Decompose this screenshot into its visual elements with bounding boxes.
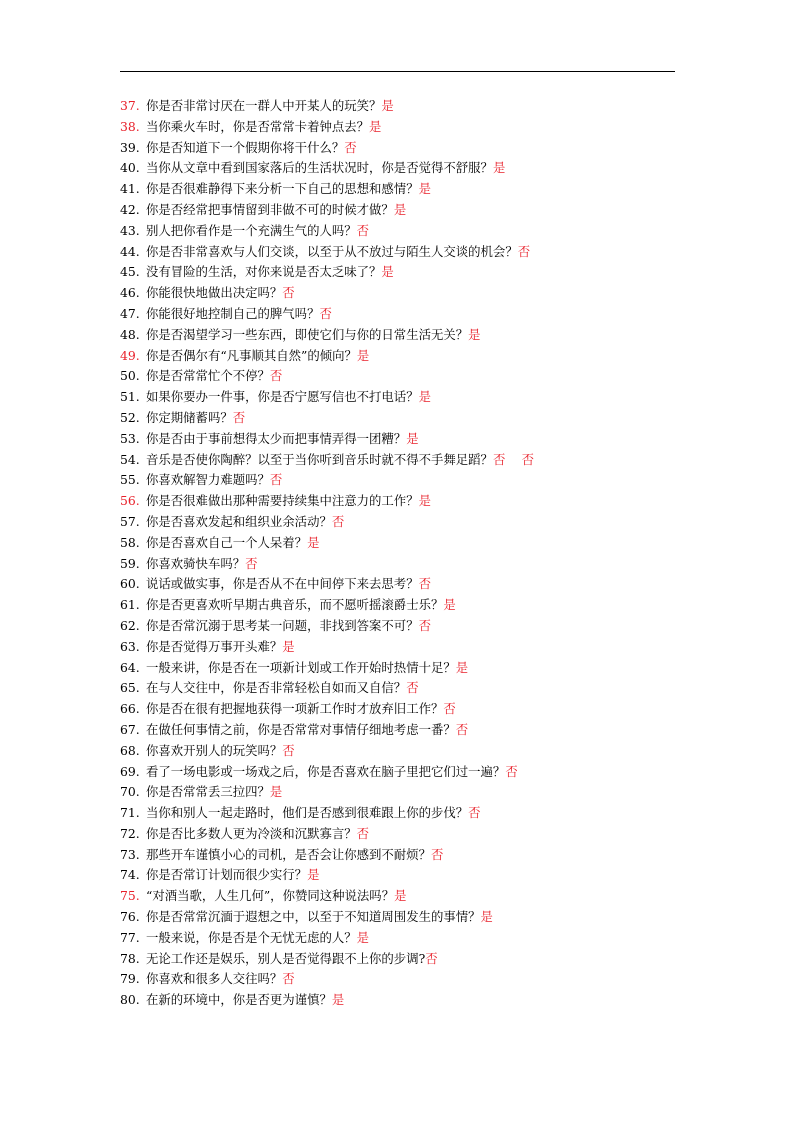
answer-text: 否 — [425, 950, 438, 966]
question-item — [120, 574, 720, 595]
question-number: 54. — [120, 451, 140, 467]
question-text: 当你和别人一起走路时，他们是否感到很难跟上你的步伐？ — [146, 805, 469, 821]
question-number: 43. — [120, 222, 140, 238]
answer-text: 否 — [443, 701, 456, 717]
answer-text: 否 — [430, 846, 444, 862]
question-item — [120, 845, 720, 866]
question-text: 在与人交往中，你是否非常轻松自如而又自信？ — [146, 680, 407, 696]
answer-text: 否 — [455, 721, 469, 737]
question-text: 你喜欢和很多人交往吗？ — [146, 971, 283, 987]
question-item — [120, 990, 720, 1011]
question-number: 66. — [120, 701, 140, 717]
question-text: 你是否非常喜欢与人们交谈，以至于从不放过与陌生人交谈的机会？ — [146, 243, 518, 259]
question-item — [120, 658, 720, 679]
question-number: 46. — [120, 285, 140, 301]
question-text: 你喜欢开别人的玩笑吗？ — [146, 742, 283, 758]
question-text: 当你从文章中看到国家落后的生活状况时，你是否觉得不舒服？ — [146, 160, 493, 176]
question-text: 你喜欢骑快车吗？ — [146, 555, 246, 571]
question-item — [120, 242, 720, 263]
question-item — [120, 699, 720, 720]
question-number: 73. — [120, 846, 140, 862]
question-number: 78. — [120, 950, 140, 966]
question-number: 61. — [120, 597, 140, 613]
answer-text: 是 — [418, 493, 431, 509]
question-number: 45. — [120, 264, 140, 280]
question-number: 37. — [120, 98, 140, 113]
question-number: 39. — [120, 139, 140, 155]
question-number: 68. — [120, 742, 140, 758]
question-text: 别人把你看作是一个充满生气的人吗？ — [146, 222, 357, 238]
question-item — [120, 678, 720, 699]
question-item — [120, 366, 720, 387]
question-text: 你是否常常沉湎于遐想之中，以至于不知道周围发生的事情？ — [146, 909, 481, 925]
answer-text: 是 — [418, 181, 431, 197]
answer-text: 否 — [517, 243, 531, 259]
answer-text: 是 — [381, 98, 394, 113]
question-item — [120, 865, 720, 886]
answer-text: 否 否 — [492, 451, 535, 467]
question-item — [120, 637, 720, 658]
answer-text: 否 — [282, 971, 295, 987]
question-item — [120, 616, 720, 637]
question-number: 60. — [120, 576, 140, 592]
question-text: 你是否非常讨厌在一群人中开某人的玩笑？ — [146, 98, 382, 113]
question-text: 如果你要办一件事，你是否宁愿写信也不打电话？ — [146, 389, 419, 405]
question-text: 你能很快地做出决定吗？ — [146, 285, 283, 301]
answer-text: 是 — [369, 118, 382, 134]
answer-text: 是 — [356, 929, 370, 945]
question-number: 42. — [120, 201, 140, 217]
question-number: 70. — [120, 784, 140, 800]
question-text: 你能很好地控制自己的脾气吗？ — [146, 305, 320, 321]
question-number: 48. — [120, 326, 140, 342]
question-item — [120, 720, 720, 741]
question-item — [120, 304, 720, 325]
answer-text: 否 — [418, 576, 431, 592]
question-item — [120, 533, 720, 554]
question-number: 51. — [120, 389, 140, 405]
question-number: 38. — [120, 118, 140, 134]
question-number: 76. — [120, 909, 140, 925]
question-item — [120, 595, 720, 616]
question-text: 没有冒险的生活，对你来说是否太乏味了？ — [146, 264, 382, 280]
question-text: 当你乘火车时，你是否常常卡着钟点去？ — [146, 118, 370, 134]
question-text: 你是否常常丢三拉四？ — [146, 784, 270, 800]
question-text: 一般来讲，你是否在一项新计划或工作开始时热情十足？ — [146, 659, 456, 675]
question-text: 你定期储蓄吗？ — [146, 409, 233, 425]
answer-text: 是 — [394, 888, 407, 904]
question-item — [120, 408, 720, 429]
question-number: 62. — [120, 617, 140, 633]
answer-text: 是 — [406, 430, 419, 446]
question-item — [120, 346, 720, 367]
question-text: 你是否比多数人更为冷淡和沉默寡言？ — [146, 825, 357, 841]
question-number: 69. — [120, 763, 140, 779]
question-text: 说话或做实事，你是否从不在中间停下来去思考？ — [146, 576, 419, 592]
question-number: 72. — [120, 825, 140, 841]
answer-text: 否 — [282, 285, 295, 301]
question-item — [120, 262, 720, 283]
answer-text: 是 — [331, 992, 345, 1008]
question-number: 58. — [120, 534, 140, 550]
question-text: “对酒当歌，人生几何”，你赞同这种说法吗？ — [146, 888, 395, 904]
question-item — [120, 762, 720, 783]
answer-text: 是 — [492, 160, 506, 176]
answer-text: 否 — [406, 680, 419, 696]
question-item — [120, 179, 720, 200]
question-item — [120, 886, 720, 907]
answer-text: 是 — [307, 867, 320, 883]
question-text: 你是否很难静得下来分析一下自己的思想和感情？ — [146, 181, 419, 197]
question-text: 你是否喜欢自己一个人呆着？ — [146, 534, 308, 550]
question-number: 47. — [120, 305, 140, 321]
question-text: 你是否渴望学习一些东西，即使它们与你的日常生活无关？ — [146, 326, 469, 342]
answer-text: 否 — [468, 805, 481, 821]
answer-text: 否 — [505, 763, 518, 779]
question-item — [120, 928, 720, 949]
answer-text: 否 — [245, 555, 258, 571]
question-text: 你是否常沉溺于思考某一问题，非找到答案不可？ — [146, 617, 419, 633]
question-item — [120, 200, 720, 221]
question-item — [120, 138, 720, 159]
question-number: 80. — [120, 992, 140, 1008]
question-item — [120, 96, 720, 117]
question-number: 63. — [120, 638, 140, 654]
answer-text: 是 — [393, 201, 407, 217]
answer-text: 是 — [443, 597, 456, 613]
answer-text: 是 — [468, 326, 481, 342]
question-list — [120, 96, 720, 1011]
question-text: 那些开车谨慎小心的司机，是否会让你感到不耐烦？ — [146, 846, 431, 862]
question-text: 在做任何事情之前，你是否常常对事情仔细地考虑一番？ — [146, 721, 456, 737]
question-item — [120, 325, 720, 346]
question-item — [120, 803, 720, 824]
question-item — [120, 512, 720, 533]
question-item — [120, 969, 720, 990]
question-item — [120, 554, 720, 575]
question-text: 你喜欢解智力难题吗？ — [146, 472, 270, 488]
answer-text: 是 — [381, 264, 394, 280]
question-number: 67. — [120, 721, 140, 737]
answer-text: 是 — [480, 909, 493, 925]
question-number: 50. — [120, 368, 140, 384]
answer-text: 是 — [418, 389, 431, 405]
question-item — [120, 491, 720, 512]
answer-text: 否 — [331, 513, 345, 529]
answer-text: 否 — [319, 305, 332, 321]
question-number: 49. — [120, 347, 140, 363]
question-number: 74. — [120, 867, 140, 883]
question-item — [120, 429, 720, 450]
question-number: 75. — [120, 888, 140, 904]
question-text: 你是否由于事前想得太少而把事情弄得一团糟？ — [146, 430, 407, 446]
question-number: 44. — [120, 243, 140, 259]
question-text: 你是否喜欢发起和组织业余活动？ — [146, 513, 332, 529]
question-number: 59. — [120, 555, 140, 571]
question-item — [120, 949, 720, 970]
question-number: 53. — [120, 430, 140, 446]
question-item — [120, 283, 720, 304]
answer-text: 是 — [307, 534, 320, 550]
question-number: 52. — [120, 409, 140, 425]
question-text: 你是否很难做出那种需要持续集中注意力的工作？ — [146, 493, 419, 509]
question-item — [120, 470, 720, 491]
question-item — [120, 741, 720, 762]
question-number: 77. — [120, 929, 140, 945]
question-number: 65. — [120, 680, 140, 696]
question-item — [120, 450, 720, 471]
question-text: 一般来说，你是否是个无忧无虑的人？ — [146, 929, 357, 945]
question-item — [120, 907, 720, 928]
question-number: 55. — [120, 472, 140, 488]
question-number: 64. — [120, 659, 140, 675]
question-number: 41. — [120, 181, 140, 197]
question-text: 音乐是否使你陶醉？以至于当你听到音乐时就不得不手舞足蹈？ — [146, 451, 493, 467]
question-text: 你是否知道下一个假期你将干什么？ — [146, 139, 345, 155]
question-text: 你是否常常忙个不停？ — [146, 368, 270, 384]
answer-text: 是 — [356, 347, 370, 363]
answer-text: 否 — [269, 368, 283, 384]
question-text: 你是否觉得万事开头难？ — [146, 638, 283, 654]
answer-text: 否 — [356, 825, 370, 841]
question-item — [120, 782, 720, 803]
answer-text: 是 — [282, 638, 295, 654]
question-item — [120, 158, 720, 179]
question-text: 在新的环境中，你是否更为谨慎？ — [146, 992, 332, 1008]
answer-text: 否 — [282, 742, 295, 758]
question-number: 57. — [120, 513, 140, 529]
question-text: 你是否更喜欢听早期古典音乐，而不愿听摇滚爵士乐？ — [146, 597, 444, 613]
answer-text: 否 — [356, 222, 370, 238]
question-item — [120, 387, 720, 408]
question-number: 40. — [120, 160, 140, 176]
question-item — [120, 824, 720, 845]
question-text: 你是否偶尔有“凡事顺其自然”的倾向？ — [146, 347, 357, 363]
question-item — [120, 117, 720, 138]
question-text: 你是否常订计划而很少实行？ — [146, 867, 308, 883]
answer-text: 否 — [269, 472, 283, 488]
question-text: 无论工作还是娱乐，别人是否觉得跟不上你的步调? — [146, 950, 426, 966]
answer-text: 是 — [455, 659, 469, 675]
question-number: 79. — [120, 971, 140, 987]
answer-text: 否 — [418, 617, 431, 633]
question-number: 71. — [120, 805, 140, 821]
question-text: 看了一场电影或一场戏之后，你是否喜欢在脑子里把它们过一遍？ — [146, 763, 506, 779]
question-item — [120, 221, 720, 242]
answer-text: 否 — [344, 139, 357, 155]
answer-text: 是 — [269, 784, 283, 800]
question-text: 你是否经常把事情留到非做不可的时候才做？ — [146, 201, 394, 217]
question-number: 56. — [120, 493, 140, 509]
answer-text: 否 — [232, 409, 246, 425]
header-rule — [120, 71, 675, 72]
question-text: 你是否在很有把握地获得一项新工作时才放弃旧工作？ — [146, 701, 444, 717]
